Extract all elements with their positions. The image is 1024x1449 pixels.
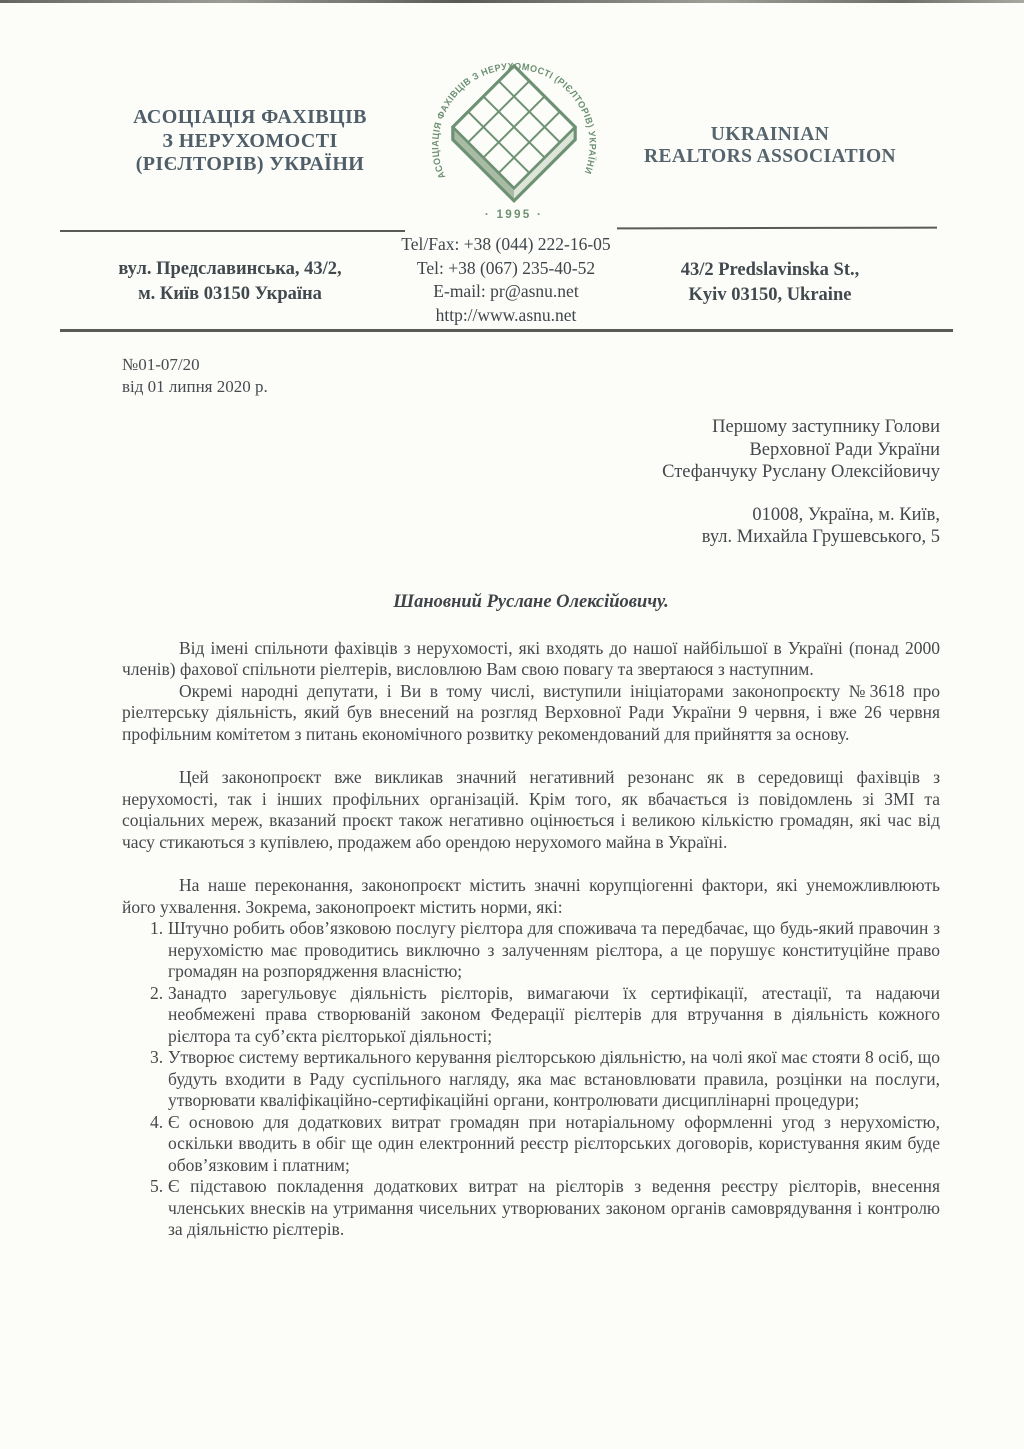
org-contacts — [390, 233, 622, 327]
list-item-3 — [122, 1047, 940, 1112]
paragraph-3: Цей законопроєкт вже викликав значний негативний резонанс як в середовищі фахівців з нерухомості, так і інших профільних організацій. Крім того, як вбачається із повідомлень зі ЗМІ та соціальних мереж, вказаний проєкт також негативно оцінюється і великою кількістю громадян, які час від часу стикаються з купівлею, продажем або орендою нерухомого майна в Україні. — [122, 767, 940, 852]
list-item-number: 1. — [150, 918, 164, 938]
header-rule-left — [60, 230, 405, 232]
list-item-text: Утворює систему вертикального керування рієлторською діяльністю, на чолі якої має стояти 8 осіб, що будуть входити в Раду суспільного нагляду, яка має встановлювати правила, розцінки на послуги, утворювати кваліфікаційно-сертифікаційні органи, контролювати дисциплінарні процедури; — [168, 1047, 940, 1110]
list-item-2 — [122, 983, 940, 1048]
addressee-line: Першому заступнику Голови — [712, 417, 940, 437]
salutation: Шановний Руслане Олексійовичу. — [393, 591, 669, 612]
org-name-ukrainian — [85, 106, 415, 177]
header-rule-main — [60, 329, 953, 332]
org-name-ua-line: (РІЄЛТОРІВ) УКРАЇНИ — [135, 153, 365, 175]
list-item-5 — [122, 1176, 940, 1241]
org-name-ua-line: З НЕРУХОМОСТІ — [162, 129, 338, 152]
addressee-address-block — [122, 504, 940, 549]
list-item-number: 2. — [150, 982, 164, 1003]
org-name-en-line: UKRAINIAN — [710, 124, 830, 145]
logo-ring-text: АСОЦІАЦІЯ ФАХІВЦІВ З НЕРУХОМОСТІ (РІЄЛТОРІВ) УКРАЇНИ — [430, 61, 598, 181]
org-address-en-line: Kyiv 03150, Ukraine — [688, 284, 852, 305]
org-name-ua-line: АСОЦІАЦІЯ ФАХІВЦІВ — [133, 106, 367, 128]
list-item-1 — [122, 918, 940, 983]
letter-body — [122, 354, 940, 1241]
ref-number: №01-07/20 — [122, 355, 200, 374]
org-address-ua-line: м. Київ 03150 Україна — [138, 283, 322, 304]
org-name-english — [600, 124, 940, 168]
org-address-ua-line: вул. Предславинська, 43/2, — [118, 259, 342, 279]
list-item-text: Занадто зарегульовує діяльність рієлторів, вимагаючи їх сертифікації, атестації, та надаючи необмежені права створюваній законом Федерації рієлтерів для втручання в діяльність кожного рієлтора та суб’єкта рієлторької діяльності; — [168, 982, 940, 1046]
paragraph-2: Окремі народні депутати, і Ви в тому числі, виступили ініціаторами законопроєкту №3618 про ріелтерську діяльність, який був внесений на розгляд Верховної Ради України 9 червня, і вже 26 червня профільним комітетом з питань економічного розвитку рекомендований для прийняття за основу. — [122, 680, 940, 744]
org-telfax: Tel/Fax: +38 (044) 222-16-05 — [401, 234, 611, 254]
addressee-line: Верховної Ради України — [749, 439, 940, 460]
association-logo — [424, 54, 604, 236]
paragraph-4: На наше переконання, законопроєкт містить значні корупціогенні фактори, які унеможливлюють його ухвалення. Зокрема, законопроект містить норми, які: — [122, 875, 940, 917]
addressee-address-line: 01008, Україна, м. Київ, — [752, 504, 940, 525]
org-address-english — [648, 258, 892, 307]
addressee-line: Стефанчуку Руслану Олексійовичу — [662, 462, 940, 482]
addressee-address-line: вул. Михайла Грушевського, 5 — [701, 527, 940, 547]
org-tel: Tel: +38 (067) 235-40-52 — [416, 257, 596, 278]
association-logo-svg — [424, 54, 604, 236]
org-name-en-line: REALTORS ASSOCIATION — [643, 146, 897, 167]
org-website: http://www.asnu.net — [435, 304, 577, 325]
list-item-text: Є основою для додаткових витрат громадян при нотаріальному оформленні угод з нерухомістю, оскільки вводить в обіг ще один електронний реєстр рієлторських договорів, користування яким буде обов’язковим і платним; — [168, 1111, 940, 1175]
list-item-number: 5. — [150, 1176, 164, 1196]
header-rule-right — [617, 227, 937, 230]
ref-date: від 01 липня 2020 р. — [122, 377, 268, 396]
list-item-4 — [122, 1112, 940, 1177]
list-item-text: Є підставою покладення додаткових витрат на рієлторів з ведення реєстру рієлторів, внесення членських внесків на утримання чисельних утворюваних законом органів самоврядування і контролю за діяльністю рієлтерів. — [168, 1176, 940, 1239]
org-email: E-mail: pr@asnu.net — [433, 281, 579, 301]
addressee-block — [122, 416, 940, 484]
org-address-en-line: 43/2 Predslavinska St., — [680, 260, 860, 280]
list-item-text: Штучно робить обов’язковою послугу рієлтора для споживача та передбачає, що будь-який правочин з нерухомістю має проводитись виключно з залученням рієлтора, а це порушує конституційне право громадян на розпорядження власністю; — [168, 918, 940, 981]
scan-artifact-top — [0, 0, 1024, 3]
paragraph-1: Від імені спільноти фахівців з нерухомості, які входять до нашої найбільшої в Україні (понад 2000 членів) фахової спільноти ріелтерів, висловлюю Вам свою повагу та звертаюся з наступним. — [122, 637, 940, 679]
list-item-number: 4. — [150, 1111, 164, 1132]
list-item-number: 3. — [150, 1047, 164, 1067]
org-address-ukrainian — [70, 257, 390, 306]
logo-year-text: · 1995 · — [484, 207, 544, 221]
